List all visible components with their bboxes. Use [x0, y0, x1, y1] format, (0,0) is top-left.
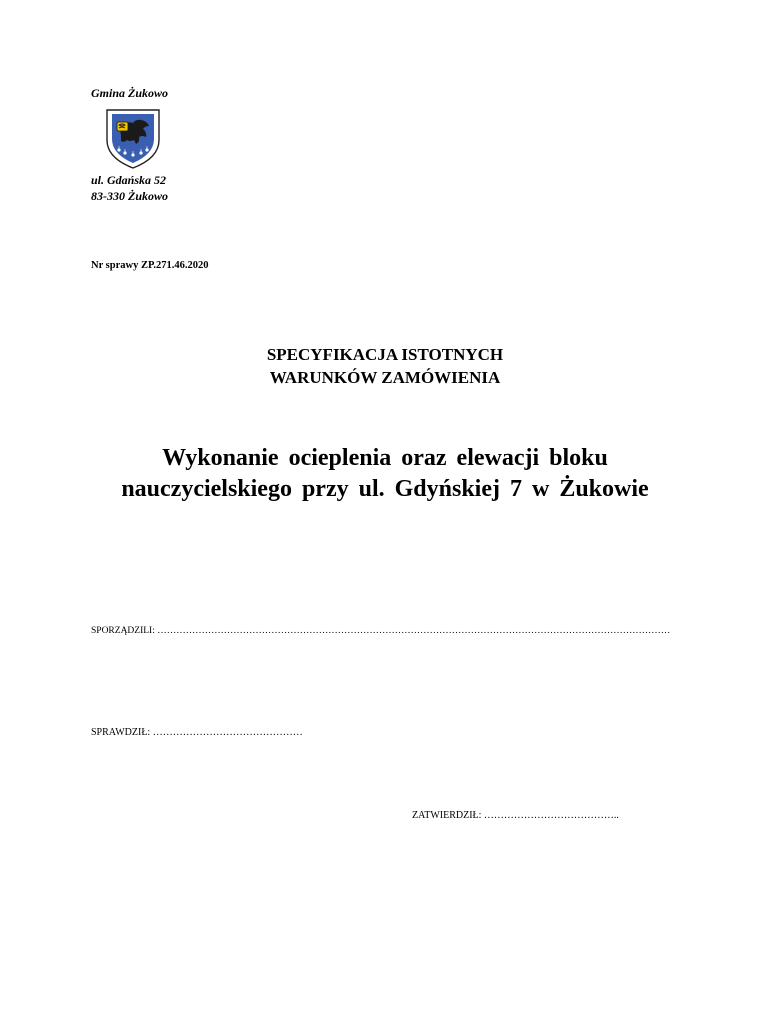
- specification-title-line2: WARUNKÓW ZAMÓWIENIA: [269, 368, 501, 387]
- approved-by-line: ZATWIERDZIŁ: …………………………………..: [412, 810, 619, 821]
- case-number: Nr sprawy ZP.271.46.2020: [91, 260, 209, 271]
- address-postal: 83-330 Żukowo: [91, 189, 169, 203]
- address-street: ul. Gdańska 52: [91, 173, 167, 187]
- document-title-line2: nauczycielskiego przy ul. Gdyńskiej 7 w Żukowie: [121, 476, 649, 502]
- specification-title-line1: SPECYFIKACJA ISTOTNYCH: [266, 345, 504, 364]
- municipality-name: Gmina Żukowo: [91, 86, 169, 100]
- prepared-by-line: SPORZĄDZILI: ………………………………………………………………………………………………………………………………………………: [91, 626, 671, 636]
- document-title-line1: Wykonanie ocieplenia oraz elewacji bloku: [162, 445, 608, 471]
- checked-by-line: SPRAWDZIŁ: ………………………………………: [91, 727, 303, 738]
- coat-of-arms-icon: [103, 106, 163, 170]
